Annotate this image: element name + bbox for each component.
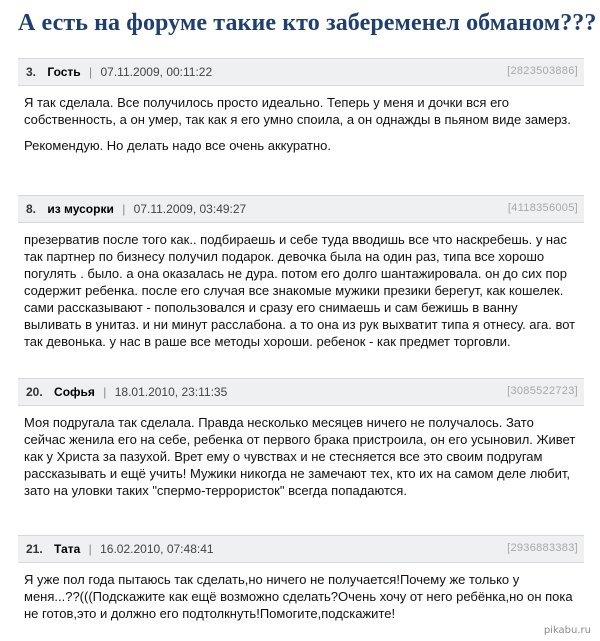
post-header [18, 195, 584, 223]
post-author[interactable]: Софья [54, 385, 95, 399]
post-header [18, 58, 584, 86]
post-body [18, 406, 584, 499]
forum-post [18, 58, 584, 163]
forum-post [18, 378, 584, 508]
post-date: 07.11.2009, 03:49:27 [133, 202, 247, 216]
post-header [18, 535, 584, 563]
post-author[interactable]: Тата [54, 542, 81, 556]
post-id: [3085522723] [507, 385, 578, 397]
forum-post [18, 195, 584, 359]
post-number: 3. [26, 65, 37, 79]
post-id: [4118356005] [507, 202, 578, 214]
post-number: 20. [26, 385, 43, 399]
page-title: А есть на форуме такие кто забеременел обманом??? [18, 10, 597, 36]
post-paragraph: Я уже пол года пытаюсь так сделать,но ничего не получается!Почему же только у меня...??(((Подскажите как ещё возможно сделать?Очень хочу от него ребёнка,но он пока не готов,это и должно его подтолкнуть!Помогите,подскажите! [24, 572, 573, 621]
post-paragraph: Моя подругала так сделала. Правда несколько месяцев ничего не получалось. Зато сейчас женила его на себе, ребенка от первого брака пристроила, он его усыновил. Живет как у Христа за пазухой. Врет ему о чувствах и не стесняется все это своим подругам рассказывать и ещё учить! Мужики никогда не замечают тех, кто их на самом деле любит, зато на уловки таких "спермо-террористок" всегда попадаются. [24, 415, 576, 498]
post-separator: | [88, 542, 92, 556]
post-separator: | [89, 65, 93, 79]
watermark: pikabu.ru [541, 624, 594, 637]
post-date: 18.01.2010, 23:11:35 [114, 385, 228, 399]
post-date: 07.11.2009, 00:11:22 [100, 65, 213, 79]
post-paragraph: Рекомендую. Но делать надо все очень аккуратно. [24, 138, 331, 153]
post-author[interactable]: Гость [47, 65, 81, 79]
post-separator: | [122, 202, 126, 216]
post-id: [2823503886] [507, 65, 578, 77]
forum-post [18, 535, 584, 631]
post-paragraph: презерватив после того как.. подбираешь и себе туда вводишь все что наскребешь. у нас так партнер по бизнесу получил подарок. девочка была на один раз, типа все хорошо погулять . было. а она оказалась не дура. потом его долго шантажировала. он до сих пор содержит ребенка. после его случая все знакомые мужики презики берегут, как кошелек. сами рассказывают - попользовался и сразу его снимаешь и сам бежишь в ванну выливать в унитаз. и ни минут расслабона. а то она из рук выхватит типа я отнесу. ага. вот так девонька. у нас в раше все методы хороши. ребенок - как предмет торговли. [24, 232, 576, 349]
post-body [18, 563, 584, 622]
post-date: 16.02.2010, 07:48:41 [100, 542, 214, 556]
post-number: 21. [26, 542, 43, 556]
post-body [18, 86, 584, 154]
post-number: 8. [26, 202, 37, 216]
post-paragraph: Я так сделала. Все получилось просто идеально. Теперь у меня и дочки вся его собственность, а он умер, так как я его умно споила, а он однажды в пьяном виде замерз. [24, 95, 571, 127]
post-author[interactable]: из мусорки [47, 202, 114, 216]
post-body [18, 223, 584, 350]
post-id: [2936883383] [507, 542, 578, 554]
post-header [18, 378, 584, 406]
post-separator: | [103, 385, 107, 399]
